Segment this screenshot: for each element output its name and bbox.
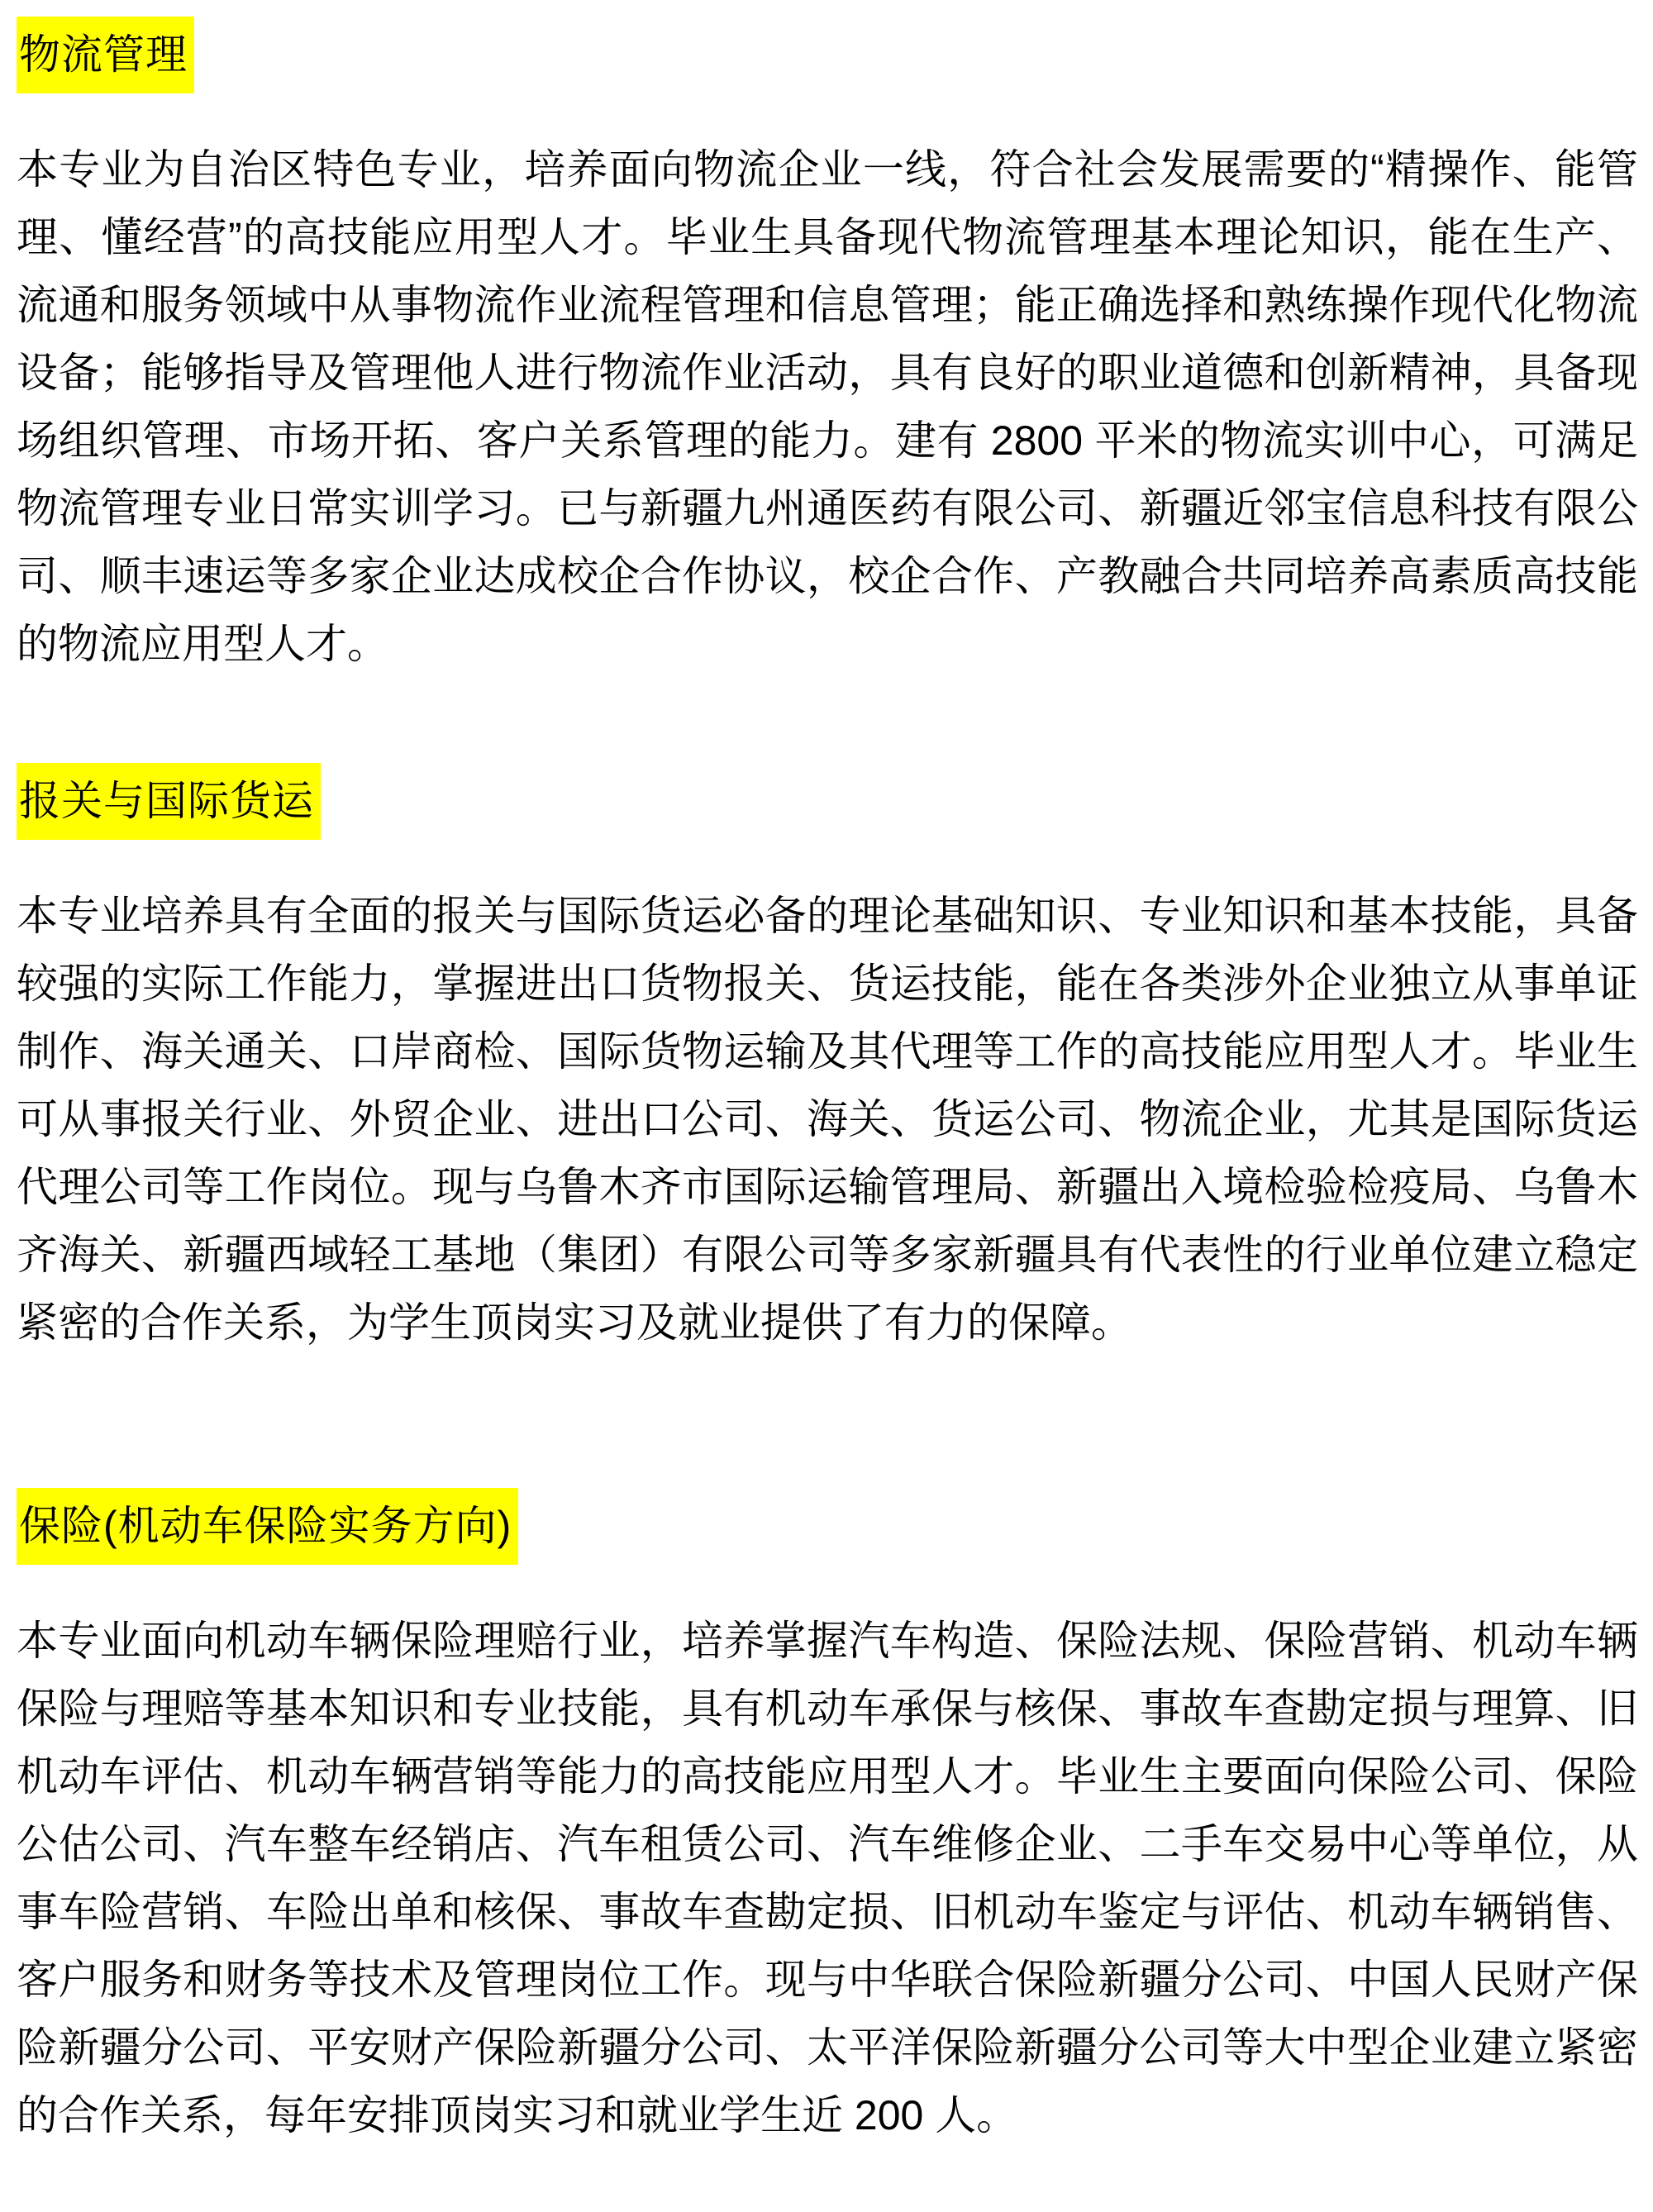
section-heading-row	[17, 17, 1638, 93]
section-heading-logistics-management: 物流管理	[17, 17, 194, 93]
section-paragraph-insurance-motor-vehicle: 本专业面向机动车辆保险理赔行业，培养掌握汽车构造、保险法规、保险营销、机动车辆保险与理赔等基本知识和专业技能，具有机动车承保与核保、事故车查勘定损与理算、旧机动车评估、机动车辆营销等能力的高技能应用型人才。毕业生主要面向保险公司、保险公估公司、汽车整车经销店、汽车租赁公司、汽车维修企业、二手车交易中心等单位，从事车险营销、车险出单和核保、事故车查勘定损、旧机动车鉴定与评估、机动车辆销售、客户服务和财务等技术及管理岗位工作。现与中华联合保险新疆分公司、中国人民财产保险新疆分公司、平安财产保险新疆分公司、太平洋保险新疆分公司等大中型企业建立紧密的合作关系，每年安排顶岗实习和就业学生近 200 人。	[17, 1618, 1638, 2138]
section-insurance-motor-vehicle	[17, 1488, 1638, 2149]
section-customs-international-freight	[17, 763, 1638, 1356]
section-heading-insurance-motor-vehicle: 保险(机动车保险实务方向)	[17, 1488, 518, 1565]
section-heading-row	[17, 1488, 1638, 1565]
section-logistics-management	[17, 17, 1638, 678]
section-heading-row	[17, 763, 1638, 840]
section-heading-customs-international-freight: 报关与国际货运	[17, 763, 321, 840]
section-paragraph-logistics-management: 本专业为自治区特色专业，培养面向物流企业一线，符合社会发展需要的“精操作、能管理、懂经营”的高技能应用型人才。毕业生具备现代物流管理基本理论知识，能在生产、流通和服务领域中从事物流作业流程管理和信息管理；能正确选择和熟练操作现代化物流设备；能够指导及管理他人进行物流作业活动，具有良好的职业道德和创新精神，具备现场组织管理、市场开拓、客户关系管理的能力。建有 2800 平米的物流实训中心，可满足物流管理专业日常实训学习。已与新疆九州通医药有限公司、新疆近邻宝信息科技有限公司、顺丰速运等多家企业达成校企合作协议，校企合作、产教融合共同培养高素质高技能的物流应用型人才。	[17, 146, 1638, 667]
section-paragraph-customs-international-freight: 本专业培养具有全面的报关与国际货运必备的理论基础知识、专业知识和基本技能，具备较强的实际工作能力，掌握进出口货物报关、货运技能，能在各类涉外企业独立从事单证制作、海关通关、口岸商检、国际货物运输及其代理等工作的高技能应用型人才。毕业生可从事报关行业、外贸企业、进出口公司、海关、货运公司、物流企业，尤其是国际货运代理公司等工作岗位。现与乌鲁木齐市国际运输管理局、新疆出入境检验检疫局、乌鲁木齐海关、新疆西域轻工基地（集团）有限公司等多家新疆具有代表性的行业单位建立稳定紧密的合作关系，为学生顶岗实习及就业提供了有力的保障。	[17, 893, 1638, 1346]
